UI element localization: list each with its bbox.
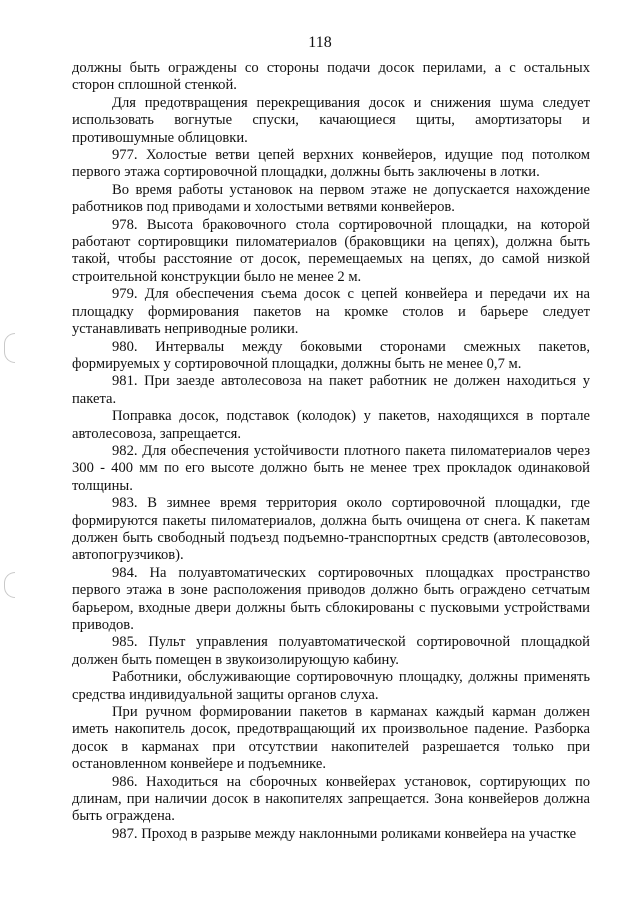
paragraph: Поправка досок, подставок (колодок) у пакетов, находящихся в портале автолесовоза, запрещается.	[72, 408, 590, 442]
paragraph: Для предотвращения перекрещивания досок и снижения шума следует использовать вогнутые спуски, качающиеся щиты, амортизаторы и противошумные облицовки.	[72, 94, 590, 146]
paragraph-item-986: 986. Находиться на сборочных конвейерах установок, сортирующих по длинам, при наличии досок в накопителях запрещается. Зона конвейеров должна быть ограждена.	[72, 773, 590, 825]
paragraph: При ручном формировании пакетов в карманах каждый карман должен иметь накопитель досок, предотвращающий их произвольное падение. Разборка досок в карманах при отсутствии накопителей разрешается только при остановленном конвейере и подъемнике.	[72, 704, 590, 773]
paragraph: должны быть ограждены со стороны подачи досок перилами, а с остальных сторон сплошной стенкой.	[72, 60, 590, 94]
paragraph-item-983: 983. В зимнее время территория около сортировочной площадки, где формируются пакеты пиломатериалов, должна быть очищена от снега. К пакетам должен быть свободный подъезд подъемно-транспортных средств (автолесовозов, автопогрузчиков).	[72, 495, 590, 564]
paragraph-item-984: 984. На полуавтоматических сортировочных площадках пространство первого этажа в зоне расположения приводов должно быть ограждено сетчатым барьером, входные двери должны быть сблокированы с пусковыми устройствами приводов.	[72, 564, 590, 633]
paragraph: Работники, обслуживающие сортировочную площадку, должны применять средства индивидуальной защиты органов слуха.	[72, 669, 590, 703]
paragraph-item-978: 978. Высота браковочного стола сортировочной площадки, на которой работают сортировщики пиломатериалов (браковщики на цепях), должна быть такой, чтобы расстояние от досок, перемещаемых на цепях, до самой низкой строительной конструкции было не менее 2 м.	[72, 216, 590, 285]
paragraph: Во время работы установок на первом этаже не допускается нахождение работников под приводами и холостыми ветвями конвейеров.	[72, 181, 590, 216]
paragraph-item-981: 981. При заезде автолесовоза на пакет работник не должен находиться у пакета.	[72, 373, 590, 407]
paragraph-item-987: 987. Проход в разрыве между наклонными роликами конвейера на участке	[112, 825, 577, 842]
paragraph-item-982: 982. Для обеспечения устойчивости плотного пакета пиломатериалов через 300 - 400 мм по его высоте должно быть не менее трех прокладок одинаковой толщины.	[72, 442, 590, 494]
binding-hole-mark	[4, 333, 15, 363]
paragraph-item-985: 985. Пульт управления полуавтоматической сортировочной площадкой должен быть помещен в звукоизолирующую кабину.	[72, 634, 590, 668]
page-body	[72, 60, 590, 843]
paragraph-item-979: 979. Для обеспечения съема досок с цепей конвейера и передачи их на площадку формирования пакетов на кромке столов и барьере следует устанавливать неприводные ролики.	[72, 286, 590, 338]
paragraph-item-977: 977. Холостые ветви цепей верхних конвейеров, идущие под потолком первого этажа сортировочной площадки, должны быть заключены в лотки.	[72, 147, 590, 181]
page-number: 118	[308, 34, 332, 51]
binding-hole-mark	[4, 572, 15, 598]
paragraph-item-980: 980. Интервалы между боковыми сторонами смежных пакетов, формируемых у сортировочной площадки, должны быть не менее 0,7 м.	[72, 338, 590, 372]
